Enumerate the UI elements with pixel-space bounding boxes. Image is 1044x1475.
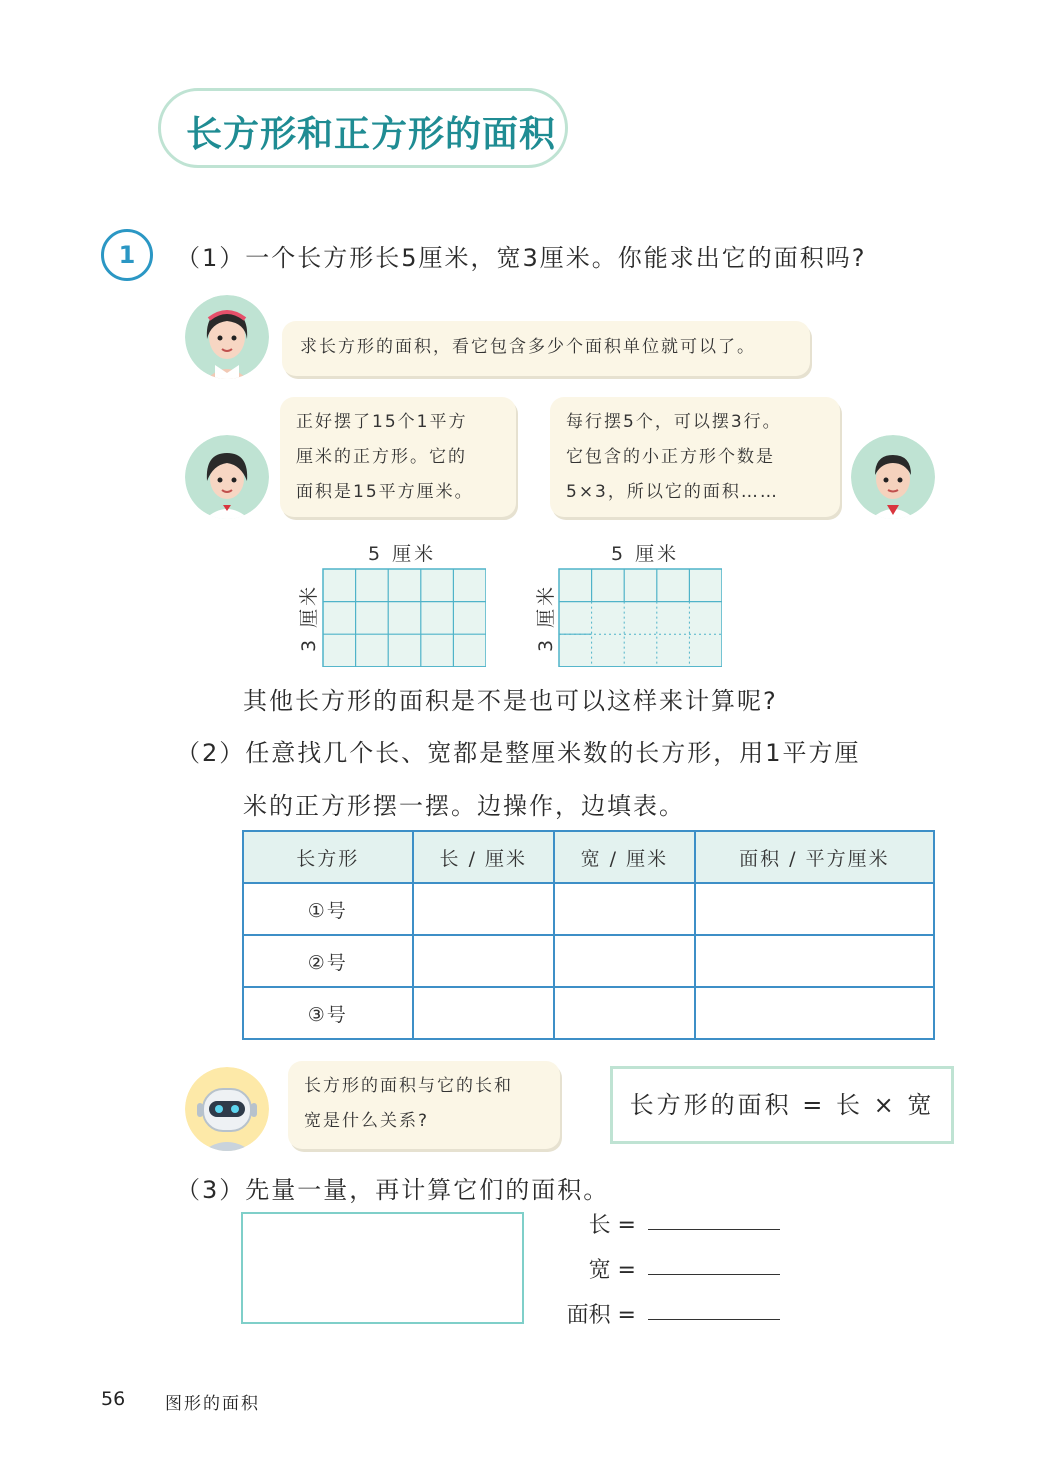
header-area: 面积 / 平方厘米 — [695, 831, 934, 883]
width-cell[interactable] — [554, 987, 695, 1039]
width-answer-line[interactable] — [648, 1274, 780, 1275]
table-row — [243, 883, 934, 935]
question-part2-line1: （2）任意找几个长、宽都是整厘米数的长方形，用1平方厘 — [176, 739, 861, 767]
boy-avatar — [851, 435, 935, 519]
grid-right-partial — [558, 568, 722, 667]
record-table — [242, 830, 935, 1040]
header-length: 长 / 厘米 — [413, 831, 555, 883]
page-title: 长方形和正方形的面积 — [186, 114, 557, 155]
question-part3: （3）先量一量，再计算它们的面积。 — [176, 1176, 610, 1204]
grid-left-length-label: 5 厘米 — [368, 543, 437, 565]
area-answer-line[interactable] — [648, 1319, 780, 1320]
area-cell[interactable] — [695, 987, 934, 1039]
row-label: ①号 — [243, 883, 413, 935]
length-cell[interactable] — [413, 987, 555, 1039]
area-label: 面积 = — [566, 1303, 636, 1328]
girl-avatar-2 — [185, 435, 269, 519]
bubble-line-1: 正好摆了15个1平方 — [296, 412, 468, 432]
length-cell[interactable] — [413, 935, 555, 987]
grid-right-length-label: 5 厘米 — [611, 543, 680, 565]
bubble-line-2: 厘米的正方形。它的 — [296, 447, 467, 467]
bubble-line-1: 每行摆5个，可以摆3行。 — [566, 412, 782, 432]
question-part1: （1）一个长方形长5厘米，宽3厘米。你能求出它的面积吗? — [176, 244, 867, 272]
problem-number-badge: 1 — [101, 229, 153, 281]
follow-up-question: 其他长方形的面积是不是也可以这样来计算呢? — [243, 687, 778, 715]
length-label: 长 = — [588, 1213, 636, 1238]
width-cell[interactable] — [554, 935, 695, 987]
measure-rectangle — [241, 1212, 524, 1324]
grid-background — [559, 569, 722, 667]
table-row — [243, 935, 934, 987]
speech-bubble-multiply — [550, 397, 840, 517]
bubble-line-2: 宽是什么关系? — [304, 1111, 430, 1131]
row-label: ②号 — [243, 935, 413, 987]
bubble-line-3: 5×3，所以它的面积…… — [566, 482, 779, 502]
table-header-row — [243, 831, 934, 883]
speech-bubble-relation — [288, 1061, 560, 1149]
header-width: 宽 / 厘米 — [554, 831, 695, 883]
speech-bubble-count — [280, 397, 516, 517]
page-number: 56 — [101, 1388, 126, 1410]
area-cell[interactable] — [695, 935, 934, 987]
table-row — [243, 987, 934, 1039]
bubble-line-3: 面积是15平方厘米。 — [296, 482, 474, 502]
area-cell[interactable] — [695, 883, 934, 935]
speech-bubble-area-unit — [282, 321, 810, 376]
grid-background — [323, 569, 486, 667]
grid-right-width-label: 3 厘米 — [535, 583, 557, 652]
grid-left-width-label: 3 厘米 — [298, 583, 320, 652]
row-label: ③号 — [243, 987, 413, 1039]
bubble-line-2: 它包含的小正方形个数是 — [566, 447, 775, 467]
length-cell[interactable] — [413, 883, 555, 935]
girl-avatar-1 — [185, 295, 269, 379]
header-rectangle: 长方形 — [243, 831, 413, 883]
robot-avatar — [185, 1067, 269, 1151]
area-formula-box: 长方形的面积 = 长 × 宽 — [610, 1066, 954, 1144]
bubble-line-1: 长方形的面积与它的长和 — [304, 1076, 513, 1096]
width-label: 宽 = — [588, 1258, 636, 1283]
grid-left-full — [322, 568, 486, 667]
width-cell[interactable] — [554, 883, 695, 935]
bubble-text: 求长方形的面积，看它包含多少个面积单位就可以了。 — [300, 337, 756, 357]
length-answer-line[interactable] — [648, 1229, 780, 1230]
section-name: 图形的面积 — [165, 1394, 260, 1414]
question-part2-line2: 米的正方形摆一摆。边操作，边填表。 — [243, 792, 685, 820]
